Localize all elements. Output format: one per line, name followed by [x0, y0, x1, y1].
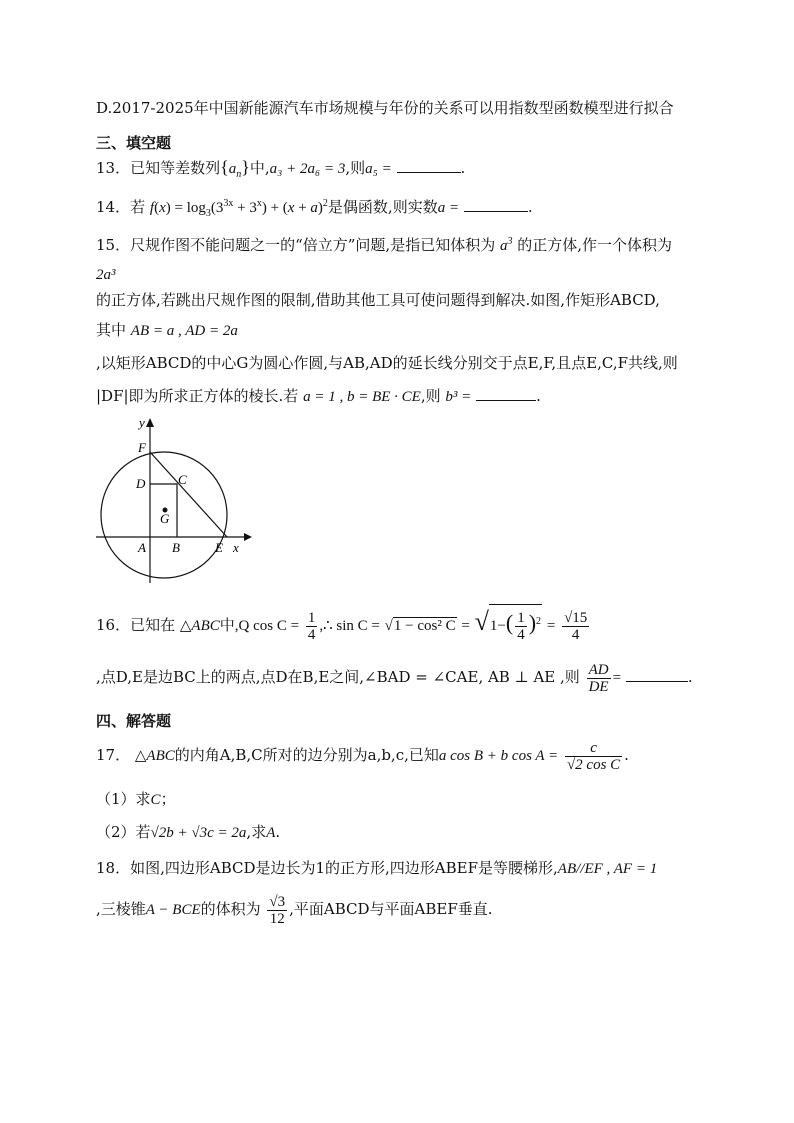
q16-triangle: △ABC [179, 618, 220, 634]
q17-part2-text2: ,求 [246, 823, 267, 841]
question-15-line6 [96, 386, 541, 407]
q16-root2-prefix: 1− [489, 618, 506, 634]
q15-values: a = 1 , b = BE · CE [303, 389, 421, 405]
q15-text4a: 其中 [96, 321, 127, 339]
q17-triangle: △ABC [134, 748, 175, 764]
q16-text2a: ,点D,E是边BC上的两点,点D在B,E之间,∠BAD = ∠CAE, AB ⊥ AE ,则 [96, 668, 580, 686]
q13-number: 13． [96, 159, 131, 177]
question-15-line4 [96, 320, 238, 341]
q16-number: 16． [96, 616, 131, 634]
question-13 [96, 157, 465, 185]
q16-equals-2: = [546, 618, 556, 634]
q15-ask: b³ = [445, 389, 472, 405]
q18-number: 18． [96, 859, 131, 877]
q15-text1b: 的正方体,作一个体积为 [517, 236, 673, 254]
q17-part1-end: ； [160, 790, 176, 808]
question-18-line2 [96, 892, 493, 932]
q14-function: $f(x) = \log_3(3^{3x} + 3^x) + (x + a)^2$ [149, 198, 328, 219]
question-16-line1 [96, 604, 591, 644]
q15-text6a: |DF|即为所求正方体的棱长.若 [96, 387, 299, 405]
q17-part2-text: （2）若 [96, 823, 151, 841]
option-d-text: D.2017-2025年中国新能源汽车市场规模与年份的关系可以用指数型函数模型进行拟合 [96, 99, 674, 117]
q16-frac-3: $\frac{√15}{4}$ [564, 609, 588, 643]
q17-part1-var: C [150, 792, 161, 808]
q17-part2-var: A [266, 825, 276, 841]
label-d: D [136, 476, 146, 491]
q18-pyramid: A − BCE [145, 902, 201, 918]
q15-text5: ,以矩形ABCD的中心G为圆心作圆,与AB,AD的延长线分别交于点E,F,且点E,C,F共线,则 [96, 354, 678, 372]
q13-sequence: $\{a_n\}$ [220, 157, 250, 180]
q15-text1a: 尺规作图不能问题之一的“倍立方”问题,是指已知体积为 [130, 236, 496, 254]
question-16-line2 [96, 660, 693, 694]
q15-text3: 的正方体,若跳出尺规作图的限制,借助其他工具可使问题得到解决.如图,作矩形ABCD, [96, 291, 660, 309]
q16-frac-1: $\frac{1}{4}$ [307, 609, 316, 643]
q13-answer-blank[interactable] [397, 158, 461, 173]
label-g: G [160, 511, 170, 526]
q15-end: . [536, 387, 541, 405]
x-axis-arrow-icon [244, 533, 252, 541]
q17-number: 17． [96, 746, 131, 764]
q14-ask: a = [437, 200, 460, 216]
question-15-line1 [96, 232, 672, 256]
q17-part-1 [96, 789, 176, 810]
q18-text1: 如图,四边形ABCD是边长为1的正方形,四边形ABEF是等腰梯形, [130, 859, 558, 877]
q13-text2: 中, [249, 159, 270, 177]
question-18-line1 [96, 858, 657, 879]
label-b: B [172, 540, 180, 555]
q15-text6c: ,则 [420, 387, 441, 405]
section-heading-solutions: 四、解答题 [96, 712, 172, 730]
label-f: F [138, 440, 146, 455]
q15-volume: $a^3$ [499, 236, 513, 254]
q17-frac: $\frac{c}{\text{√2 cos C}}$ [566, 739, 621, 773]
q14-text1: 若 [130, 198, 146, 216]
q14-answer-blank[interactable] [464, 197, 528, 212]
q16-frac-ask: $\frac{AD}{DE}$ [588, 661, 609, 695]
y-axis-arrow-icon [146, 418, 154, 427]
geometry-figure [94, 415, 254, 585]
q15-answer-blank[interactable] [476, 386, 536, 401]
q16-equals-1: = [461, 618, 470, 634]
q15-double-volume: 2a³ [96, 267, 116, 283]
label-e: E [215, 540, 223, 555]
q16-text1b: 中,Q cos C = [219, 618, 300, 634]
q16-root-2: √1−( $\frac{1}{4}$ )$^2$ [475, 618, 542, 634]
label-a: A [138, 540, 146, 555]
q17-part2-equation: √2b + √3c = 2a [150, 825, 247, 841]
question-14 [96, 194, 533, 224]
q13-text3: ,则 [345, 159, 366, 177]
q16-equals-ask: = [612, 670, 622, 686]
q15-number: 15． [96, 236, 131, 254]
q18-text2c: ,平面ABCD与平面ABEF垂直. [289, 900, 493, 918]
q16-text1c: ,∴ sin C = [319, 618, 380, 634]
q14-end: . [527, 198, 533, 216]
q18-frac: $\frac{√3}{12}$ [269, 893, 286, 927]
question-17-line1 [96, 738, 629, 772]
q16-text1a: 已知在 [130, 616, 176, 634]
q18-condition: AB//EF , AF = 1 [557, 861, 658, 877]
q17-end: . [624, 746, 629, 764]
label-y: y [139, 415, 145, 430]
section-heading-fill-blank: 三、填空题 [96, 134, 172, 152]
q16-end: . [687, 668, 693, 686]
q13-end: . [460, 159, 466, 177]
q13-ask: a₅ = [365, 161, 392, 177]
q14-number: 14． [96, 198, 131, 216]
q16-answer-blank[interactable] [626, 667, 688, 682]
q14-text2: 是偶函数,则实数 [327, 198, 438, 216]
q15-sides: AB = a , AD = 2a [130, 323, 238, 339]
q16-root-1: √1 − cos² C [384, 618, 456, 634]
q13-equation: a₃ + 2a₆ = 3 [269, 161, 346, 177]
q18-text2b: 的体积为 [200, 900, 261, 918]
label-x: x [233, 540, 239, 555]
q17-equation: a cos B + b cos A = [438, 748, 559, 764]
q17-part2-end: . [275, 823, 281, 841]
label-c: C [178, 472, 187, 487]
q18-text2a: ,三棱锥 [96, 900, 146, 918]
q17-part-2 [96, 822, 280, 843]
q16-frac-2: $\frac{1}{4}$ [517, 610, 525, 644]
q13-text1: 已知等差数列 [130, 159, 221, 177]
q17-text1b: 的内角A,B,C所对的边分别为a,b,c,已知 [174, 746, 439, 764]
q17-part1-text: （1）求 [96, 790, 151, 808]
